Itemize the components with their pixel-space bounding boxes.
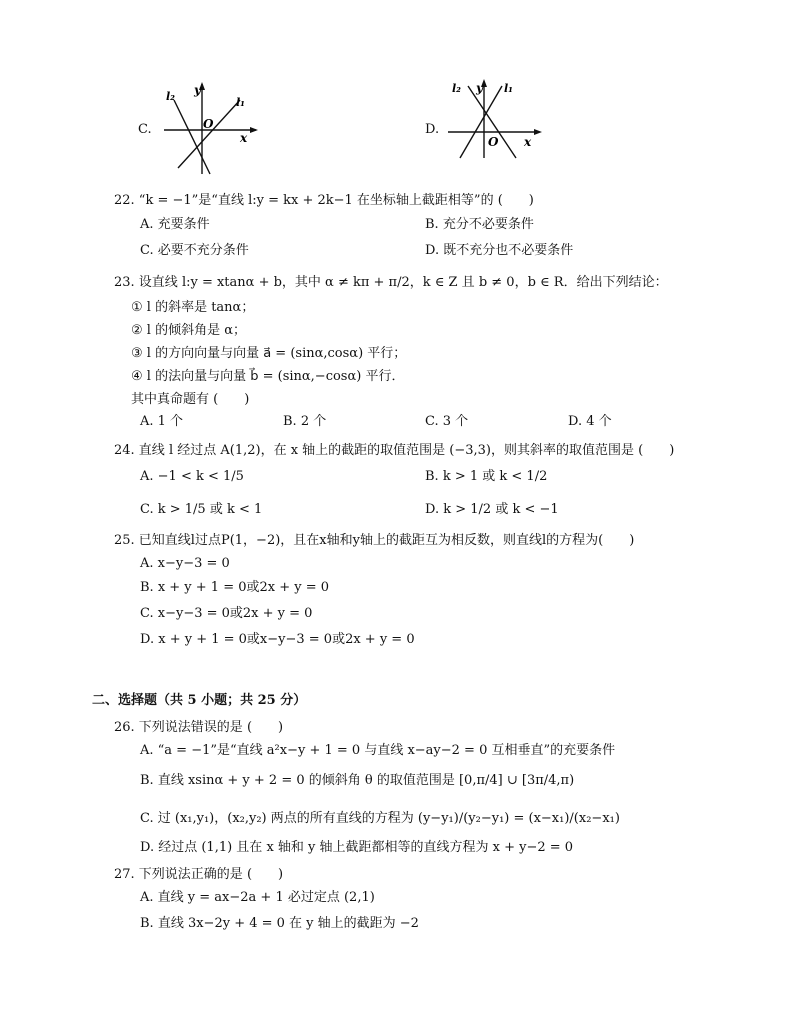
section-2-title: 二、选择题（共 5 小题；共 25 分）	[92, 693, 307, 708]
q23-ask: 其中真命题有 ( )	[131, 392, 250, 407]
graph-d	[446, 76, 546, 160]
q23-statement-1: ① l 的斜率是 tanα；	[131, 300, 255, 315]
q22-option-a: A. 充要条件	[140, 217, 210, 232]
q22-stem: 22. “k = −1”是“直线 l:y = kx + 2k−1 在坐标轴上截距相等”的 ( )	[114, 193, 534, 208]
q22-option-d: D. 既不充分也不必要条件	[425, 243, 574, 258]
q24-option-a: A. −1 < k < 1/5	[140, 469, 244, 484]
graph-c-l2-label: l₂	[166, 90, 175, 103]
graph-c-origin-label: O	[203, 117, 214, 131]
q26-option-c: C. 过 (x₁,y₁)，(x₂,y₂) 两点的所有直线的方程为 (y−y₁)/(y₂−y₁) = (x−x₁)/(x₂−x₁)	[140, 811, 620, 826]
graph-d-l2-label: l₂	[452, 82, 461, 95]
graph-c-x-label: x	[240, 131, 248, 145]
q25-option-d: D. x + y + 1 = 0或x−y−3 = 0或2x + y = 0	[140, 632, 415, 647]
graph-c-y-label: y	[194, 83, 201, 97]
q26-option-d: D. 经过点 (1,1) 且在 x 轴和 y 轴上截距都相等的直线方程为 x + y−2 = 0	[140, 840, 574, 855]
q25-option-b: B. x + y + 1 = 0或2x + y = 0	[140, 580, 330, 595]
q27-option-b: B. 直线 3x−2y + 4 = 0 在 y 轴上的截距为 −2	[140, 916, 419, 931]
q26-option-a: A. “a = −1”是“直线 a²x−y + 1 = 0 与直线 x−ay−2 = 0 互相垂直”的充要条件	[140, 743, 616, 758]
graph-d-l1-label: l₁	[504, 82, 513, 95]
q22-option-c: C. 必要不充分条件	[140, 243, 249, 258]
q24-option-b: B. k > 1 或 k < 1/2	[425, 469, 548, 484]
q26-option-b: B. 直线 xsinα + y + 2 = 0 的倾斜角 θ 的取值范围是 [0,π/4] ∪ [3π/4,π)	[140, 773, 575, 788]
graph-d-origin-label: O	[488, 135, 499, 149]
q24-stem: 24. 直线 l 经过点 A(1,2)，在 x 轴上的截距的取值范围是 (−3,3)，则其斜率的取值范围是 ( )	[114, 443, 675, 458]
q23-option-a: A. 1 个	[140, 414, 184, 429]
option-c-label: C.	[138, 122, 152, 137]
q23-stem: 23. 设直线 l:y = xtanα + b，其中 α ≠ kπ + π/2，k ∈ Z 且 b ≠ 0，b ∈ R．给出下列结论：	[114, 275, 668, 290]
q23-statement-2: ② l 的倾斜角是 α；	[131, 323, 246, 338]
q24-option-d: D. k > 1/2 或 k < −1	[425, 502, 559, 517]
q26-stem: 26. 下列说法错误的是 ( )	[114, 720, 284, 735]
graph-c	[160, 80, 260, 176]
graph-d-y-label: y	[476, 81, 483, 95]
graph-d-x-label: x	[524, 135, 532, 149]
q23-statement-3: ③ l 的方向向量与向量 a⃗ = (sinα,cosα) 平行；	[131, 346, 407, 361]
q25-stem: 25. 已知直线l过点P(1，−2)，且在x轴和y轴上的截距互为相反数，则直线l的方程为( )	[114, 533, 635, 548]
q25-option-a: A. x−y−3 = 0	[140, 556, 230, 571]
q27-stem: 27. 下列说法正确的是 ( )	[114, 867, 284, 882]
q23-statement-4: ④ l 的法向量与向量 b⃗ = (sinα,−cosα) 平行．	[131, 369, 405, 384]
q23-option-c: C. 3 个	[425, 414, 469, 429]
q24-option-c: C. k > 1/5 或 k < 1	[140, 502, 263, 517]
graph-c-l1-label: l₁	[236, 96, 245, 109]
q22-option-b: B. 充分不必要条件	[425, 217, 534, 232]
option-d-label: D.	[425, 122, 440, 137]
q23-option-d: D. 4 个	[568, 414, 612, 429]
q23-option-b: B. 2 个	[283, 414, 327, 429]
q25-option-c: C. x−y−3 = 0或2x + y = 0	[140, 606, 313, 621]
q27-option-a: A. 直线 y = ax−2a + 1 必过定点 (2,1)	[140, 890, 375, 905]
